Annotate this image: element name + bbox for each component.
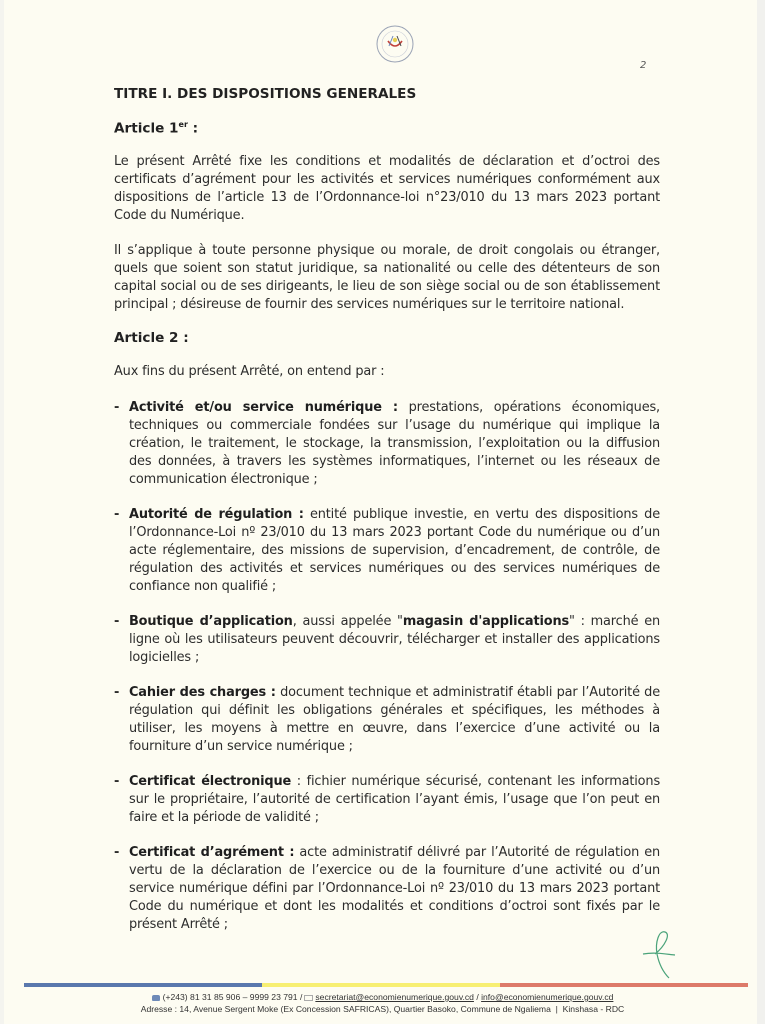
definition-term: Certificat électronique: [129, 773, 292, 789]
ministry-seal-logo: [375, 24, 415, 64]
article-1-paragraph: Il s’applique à toute personne physique ou morale, de droit congolais ou étranger, quels que soient son statut juridique, sa nationalité ou celle des détenteurs de son capital social ou de ses dirigeants, le lieu de son siège social ou de son établissement principal ; désireuse de fournir des services numériques sur le territoire national.: [114, 242, 660, 312]
list-dash: -: [114, 773, 120, 789]
definition-item: [114, 844, 660, 934]
definition-text: , aussi appelée ": [292, 613, 403, 629]
page-number: 2: [640, 60, 647, 71]
definition-item: [114, 506, 660, 596]
definition-term: Certificat d’agrément :: [129, 844, 295, 860]
email-link-info[interactable]: info@economienumerique.gouv.cd: [481, 992, 614, 1002]
section-title: TITRE I. DES DISPOSITIONS GENERALES: [114, 86, 417, 102]
footer-address: Adresse : 14, Avenue Sergent Moke (Ex Concession SAFRICAS), Quartier Basoko, Commune de Ngaliema | Kinshasa - RDC: [140, 1004, 625, 1014]
mail-icon: [304, 995, 313, 1001]
document-body: [114, 86, 660, 934]
definition-item: [114, 684, 660, 756]
list-dash: -: [114, 684, 120, 700]
definition-text: document technique et administratif établi par l’Autorité de régulation qui définit les obligations générales et spécifiques, les méthodes à utiliser, les moyens à mettre en œuvre, dans l’exercice d’une activité ou la fourniture d’un service numérique ;: [129, 684, 660, 754]
list-dash: -: [114, 506, 120, 522]
footer-phone: (+243) 81 31 85 906 – 9999 23 791 /: [162, 992, 303, 1002]
definition-term: Cahier des charges :: [129, 684, 276, 700]
phone-icon: [152, 995, 160, 1001]
list-dash: -: [114, 399, 120, 415]
definition-term: Autorité de régulation :: [129, 506, 304, 522]
scan-edge-left: [0, 0, 4, 1024]
definition-item: [114, 399, 660, 489]
list-dash: -: [114, 613, 120, 629]
email-separator: /: [473, 992, 482, 1002]
scan-edge-right: [757, 0, 765, 1024]
footer-bar-yellow: [262, 983, 500, 987]
definition-text: acte administratif délivré par l’Autorité de régulation en vertu de la déclaration de l’exercice ou de la fourniture d’une activité ou d’un service numérique défini par l’Ordonnance-Loi nº 23/010 du 13 mars 2023 portant Code du numérique et dont les modalités et conditions d’octroi sont fixés par le présent Arrêté ;: [129, 844, 660, 932]
email-link-secretariat[interactable]: secretariat@economienumerique.gouv.cd: [315, 992, 474, 1002]
footer-bar-red: [500, 983, 748, 987]
footer-bar-blue: [24, 983, 262, 987]
article-1-label: Article 1: [114, 120, 179, 137]
handwritten-initial-signature: [635, 928, 695, 980]
definition-text: : fichier numérique sécurisé, contenant les informations sur le propriétaire, l’autorité de certification l’ayant émis, l’usage que l’on peut en faire et la période de validité ;: [129, 773, 661, 825]
article-1-superscript: er: [178, 120, 188, 129]
footer-contact-line: [0, 992, 765, 1002]
list-dash: -: [114, 844, 120, 860]
definition-term: Boutique d’application: [129, 613, 293, 629]
article-1-paragraph: Le présent Arrêté fixe les conditions et modalités de déclaration et d’octroi des certificats d’agrément pour les activités et services numériques conformément aux dispositions de l’article 13 de l’Ordonnance-loi n°23/010 du 13 mars 2023 portant Code du Numérique.: [114, 153, 660, 223]
definition-text: entité publique investie, en vertu des dispositions de l’Ordonnance-Loi nº 23/010 du 13 mars 2023 portant Code du numérique ou d’un acte réglementaire, des missions de supervision, d’encadrement, de contrôle, de régulation des activités et services numériques ou des services numériques de confiance non qualifié ;: [129, 506, 661, 594]
definition-text: " : marché en ligne où les utilisateurs peuvent découvrir, télécharger et installer des applications logicielles ;: [129, 613, 660, 665]
definition-item: [114, 613, 660, 667]
article-1-heading: [114, 120, 660, 137]
definition-term: Activité et/ou service numérique :: [129, 399, 398, 415]
definition-item: [114, 773, 660, 827]
article-2-heading: Article 2 :: [114, 329, 189, 346]
definition-term-alias: magasin d'applications: [402, 613, 570, 629]
definition-text: prestations, opérations économiques, techniques ou commerciale fondées sur l’usage du numérique qui implique la création, le traitement, le stockage, la transmission, l’exploitation ou la diffusion des données, à travers les systèmes informatiques, l’internet ou les réseaux de communication électronique ;: [129, 399, 660, 487]
article-1-colon: :: [187, 120, 199, 137]
article-2-intro: Aux fins du présent Arrêté, on entend par :: [114, 363, 385, 379]
